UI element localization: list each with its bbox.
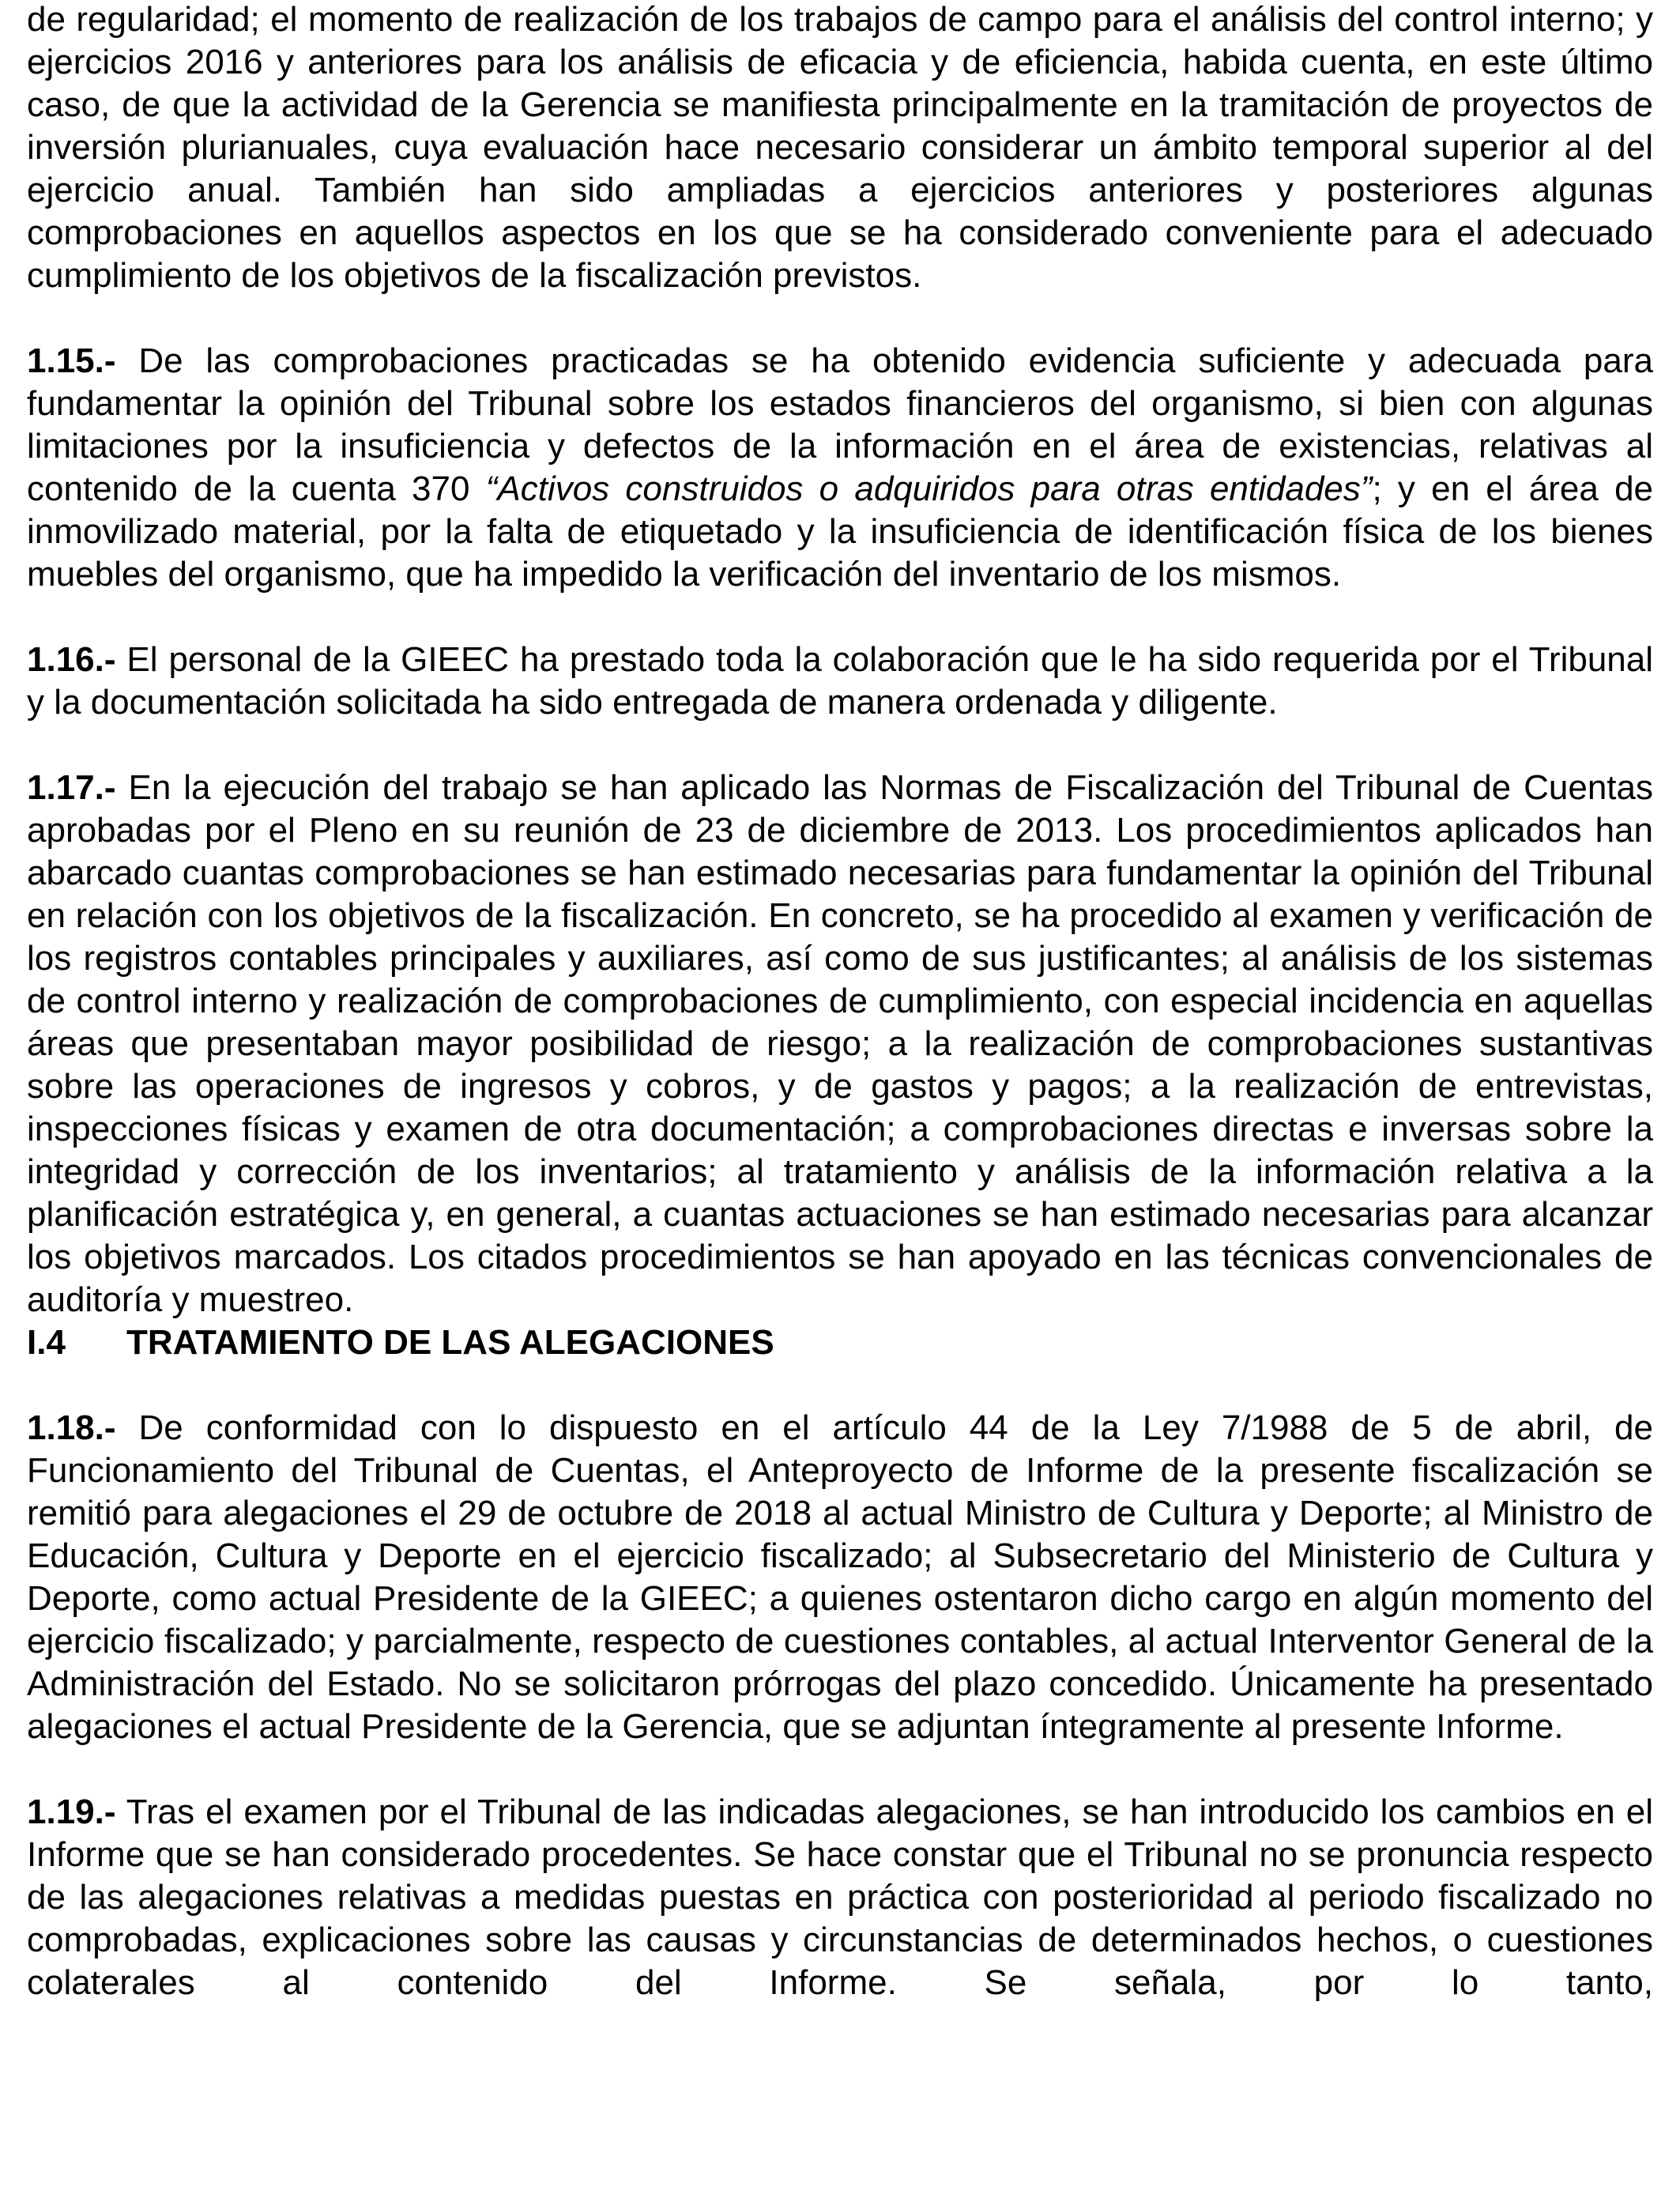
section-heading <box>27 1321 1653 1364</box>
account-name-italic: “Activos construidos o adquiridos para otras entidades” <box>485 469 1373 508</box>
paragraph-number: 1.16.- <box>27 640 116 679</box>
paragraph-number: 1.19.- <box>27 1793 116 1831</box>
paragraph-1-17 <box>27 767 1653 1321</box>
paragraph-text: En la ejecución del trabajo se han aplicado las Normas de Fiscalización del Tribunal de Cuentas aprobadas por el Pleno en su reunión de 23 de diciembre de 2013. Los procedimientos aplicados han abarcado cuantas comprobaciones se han estimado necesarias para fundamentar la opinión del Tribunal en relación con los objetivos de la fiscalización. En concreto, se ha procedido al examen y verificación de los registros contables principales y auxiliares, así como de sus justificantes; al análisis de los sistemas de control interno y realización de comprobaciones de cumplimiento, con especial incidencia en aquellas áreas que presentaban mayor posibilidad de riesgo; a la realización de comprobaciones sustantivas sobre las operaciones de ingresos y cobros, y de gastos y pagos; a la realización de entrevistas, inspecciones físicas y examen de otra documentación; a comprobaciones directas e inversas sobre la integridad y corrección de los inventarios; al tratamiento y análisis de la información relativa a la planificación estratégica y, en general, a cuantas actuaciones se han estimado necesarias para alcanzar los objetivos marcados. Los citados procedimientos se han apoyado en las técnicas convencionales de auditoría y muestreo. <box>27 768 1653 1319</box>
paragraph-1-14-continuation <box>27 0 1653 297</box>
paragraph-text: De conformidad con lo dispuesto en el artículo 44 de la Ley 7/1988 de 5 de abril, de Funcionamiento del Tribunal de Cuentas, el Anteproyecto de Informe de la presente fiscalización se remitió para alegaciones el 29 de octubre de 2018 al actual Ministro de Cultura y Deporte; al Ministro de Educación, Cultura y Deporte en el ejercicio fiscalizado; al Subsecretario del Ministerio de Cultura y Deporte, como actual Presidente de la GIEEC; a quienes ostentaron dicho cargo en algún momento del ejercicio fiscalizado; y parcialmente, respecto de cuestiones contables, al actual Interventor General de la Administración del Estado. No se solicitaron prórrogas del plazo concedido. Únicamente ha presentado alegaciones el actual Presidente de la Gerencia, que se adjuntan íntegramente al presente Informe. <box>27 1408 1653 1746</box>
paragraph-1-18 <box>27 1407 1653 1748</box>
section-title: TRATAMIENTO DE LAS ALEGACIONES <box>126 1323 774 1362</box>
paragraph-text: de regularidad; el momento de realización de los trabajos de campo para el análisis del control interno; y ejercicios 2016 y anteriores para los análisis de eficacia y de eficiencia, habida cuenta, en este último caso, de que la actividad de la Gerencia se manifiesta principalmente en la tramitación de proyectos de inversión plurianuales, cuya evaluación hace necesario considerar un ámbito temporal superior al del ejercicio anual. También han sido ampliadas a ejercicios anteriores y posteriores algunas comprobaciones en aquellos aspectos en los que se ha considerado conveniente para el adecuado cumplimiento de los objetivos de la fiscalización previstos. <box>27 0 1653 295</box>
document-page <box>27 0 1653 2194</box>
paragraph-text: El personal de la GIEEC ha prestado toda la colaboración que le ha sido requerida por el Tribunal y la documentación solicitada ha sido entregada de manera ordenada y diligente. <box>27 640 1653 722</box>
paragraph-text: ; y en el área de inmovilizado material, por la falta de etiquetado y la insuficiencia de identificación física de los bienes muebles del organismo, que ha impedido la verificación del inventario de los mismos. <box>27 469 1654 594</box>
paragraph-number: 1.17.- <box>27 768 116 807</box>
paragraph-number: 1.18.- <box>27 1408 116 1447</box>
paragraph-1-19 <box>27 1791 1653 2004</box>
paragraph-1-15 <box>27 340 1653 596</box>
paragraph-text: Tras el examen por el Tribunal de las indicadas alegaciones, se han introducido los cambios en el Informe que se han considerado procedentes. Se hace constar que el Tribunal no se pronuncia respecto de las alegaciones relativas a medidas puestas en práctica con posterioridad al periodo fiscalizado no comprobadas, explicaciones sobre las causas y circunstancias de determinados hechos, o cuestiones colaterales al contenido del Informe. Se señala, por lo tanto, <box>27 1793 1653 2002</box>
paragraph-text: De las comprobaciones practicadas se ha obtenido evidencia suficiente y adecuada para fundamentar la opinión del Tribunal sobre los estados financieros del organismo, si bien con algunas limitaciones por la insuficiencia y defectos de la información en el área de existencias, relativas al contenido de la cuenta 370 <box>27 341 1653 508</box>
section-number: I.4 <box>27 1323 66 1362</box>
paragraph-1-16 <box>27 639 1653 724</box>
paragraph-number: 1.15.- <box>27 341 116 380</box>
